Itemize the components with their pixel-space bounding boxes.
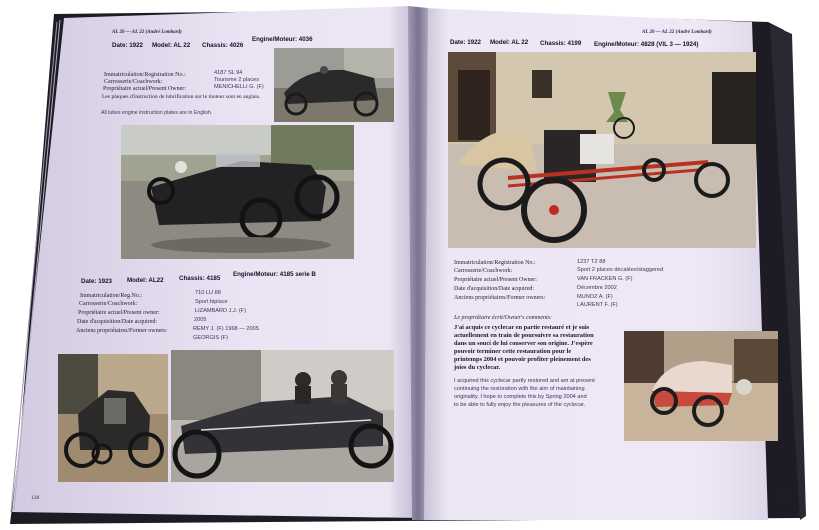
photo-car-ajar	[121, 125, 354, 259]
photo-car-vintage	[171, 350, 394, 482]
model-label: Model: AL22	[127, 277, 164, 284]
running-header: AL 20 — AL 22 (André Lombard)	[112, 30, 182, 35]
chassis-label: Chassis: 4199	[540, 40, 582, 47]
comment-french-line: actuellement en train de poursuivre sa restauration	[454, 332, 594, 339]
acquired-label: Date d'acquisition/Date acquired:	[454, 286, 535, 292]
former-owners-extra: LAURENT F. (F)	[577, 302, 618, 308]
acquired-value: Décembre 2002	[577, 285, 617, 291]
date-label: Date: 1922	[450, 39, 481, 46]
car-illustration	[58, 354, 168, 482]
comment-french-line: printemps 2004 et pouvoir profiter pleinement des	[454, 356, 591, 363]
comment-french-line: dans un souci de lui conserver son origine. J'espère	[454, 340, 593, 347]
owner-value: LIZAMBARD J.J. (F)	[195, 308, 246, 314]
former-owners-value: REMY J. (F) 1968 — 2005	[193, 326, 259, 332]
page-number: 139	[779, 495, 788, 501]
former-owners-extra: GEORGIS (F)	[193, 335, 228, 341]
acquired-value: 2005	[194, 317, 207, 323]
comment-english-line: continuing the restoration with the aim of maintaining	[454, 386, 585, 392]
car-illustration	[624, 331, 778, 441]
owner-label: Propriétaire actuel/Present owner:	[78, 310, 160, 316]
registration-value: 1237 TZ 88	[577, 259, 606, 265]
registration-value: 710 LU 88	[195, 290, 221, 296]
photo-chassis-yard	[448, 52, 756, 248]
car-illustration	[171, 350, 394, 482]
former-owners-label: Anciens propriétaires/Former owners:	[454, 295, 546, 301]
running-header: AL 20 — AL 22 (André Lombard)	[642, 30, 712, 35]
chassis-label: Chassis: 4026	[202, 42, 244, 49]
former-owners-value: MUNOZ A. (F)	[577, 294, 613, 300]
comment-french-line: pouvoir terminer cette restauration pour le	[454, 348, 572, 355]
date-label: Date: 1923	[81, 278, 112, 285]
owner-label: Propriétaire actuel/Present Owner:	[103, 86, 186, 92]
registration-value: 4187 SL 94	[214, 70, 243, 76]
coachwork-value: Sport biplace	[195, 299, 228, 305]
photo-car-front	[58, 354, 168, 482]
comment-english-line: to be able to fully enjoy the pleasures of the cyclecar.	[454, 402, 586, 408]
photo-car-body	[624, 331, 778, 441]
chassis-label: Chassis: 4185	[179, 275, 221, 282]
photo-car-1922	[274, 48, 394, 122]
owner-label: Propriétaire actuel/Present Owner:	[454, 277, 537, 283]
coachwork-value: Sport 2 places décalées/staggered	[577, 267, 664, 273]
chassis-illustration	[448, 52, 756, 248]
car-illustration	[121, 125, 354, 259]
comment-french-line: J'ai acquis ce cyclecar en partie restauré et je suis	[454, 324, 590, 331]
owner-value: VAN FRACKEN G. (F)	[577, 276, 633, 282]
car-illustration	[274, 48, 394, 122]
note-french: Les plaques d'instruction de lubrification sur le moteur sont en anglais.	[102, 94, 261, 100]
date-label: Date: 1922	[112, 42, 143, 49]
owner-value: MENICHELLI G. (F)	[214, 84, 264, 90]
former-owners-label: Anciens propriétaires/Former owners:	[76, 328, 168, 334]
engine-label: Engine/Moteur: 4828 (VIL 3 — 1924)	[594, 41, 699, 48]
coachwork-label: Carrosserie/Coachwork:	[79, 301, 138, 307]
engine-label: Engine/Moteur: 4185 serie B	[233, 271, 316, 278]
coachwork-label: Carrosserie/Coachwork:	[454, 268, 513, 274]
coachwork-value: Tourisme 2 places	[214, 77, 260, 83]
registration-label: Immatriculation/Registration No.:	[104, 72, 186, 78]
registration-label: Immatriculation/Registration No.:	[454, 260, 536, 266]
page-number: 138	[31, 495, 40, 501]
comment-english-line: I acquired this cyclecar partly restored and am at present	[454, 378, 595, 384]
model-label: Model: AL 22	[490, 39, 529, 46]
engine-label: Engine/Moteur: 4036	[252, 36, 313, 43]
acquired-label: Date d'acquisition/Date acquired:	[77, 319, 158, 325]
comment-english-line: originality. I hope to complete this by Spring 2004 and	[454, 394, 587, 400]
registration-label: Immatriculation/Reg.No.:	[80, 293, 142, 299]
coachwork-label: Carrosserie/Coachwork:	[104, 79, 163, 85]
note-english: All lubes engine instruction plates are in English.	[101, 110, 213, 116]
comment-french-line: joies du cyclecar.	[454, 364, 501, 371]
owner-comments-label: Le propriétaire écrit/Owner's comments:	[454, 315, 552, 321]
model-label: Model: AL 22	[152, 42, 191, 49]
